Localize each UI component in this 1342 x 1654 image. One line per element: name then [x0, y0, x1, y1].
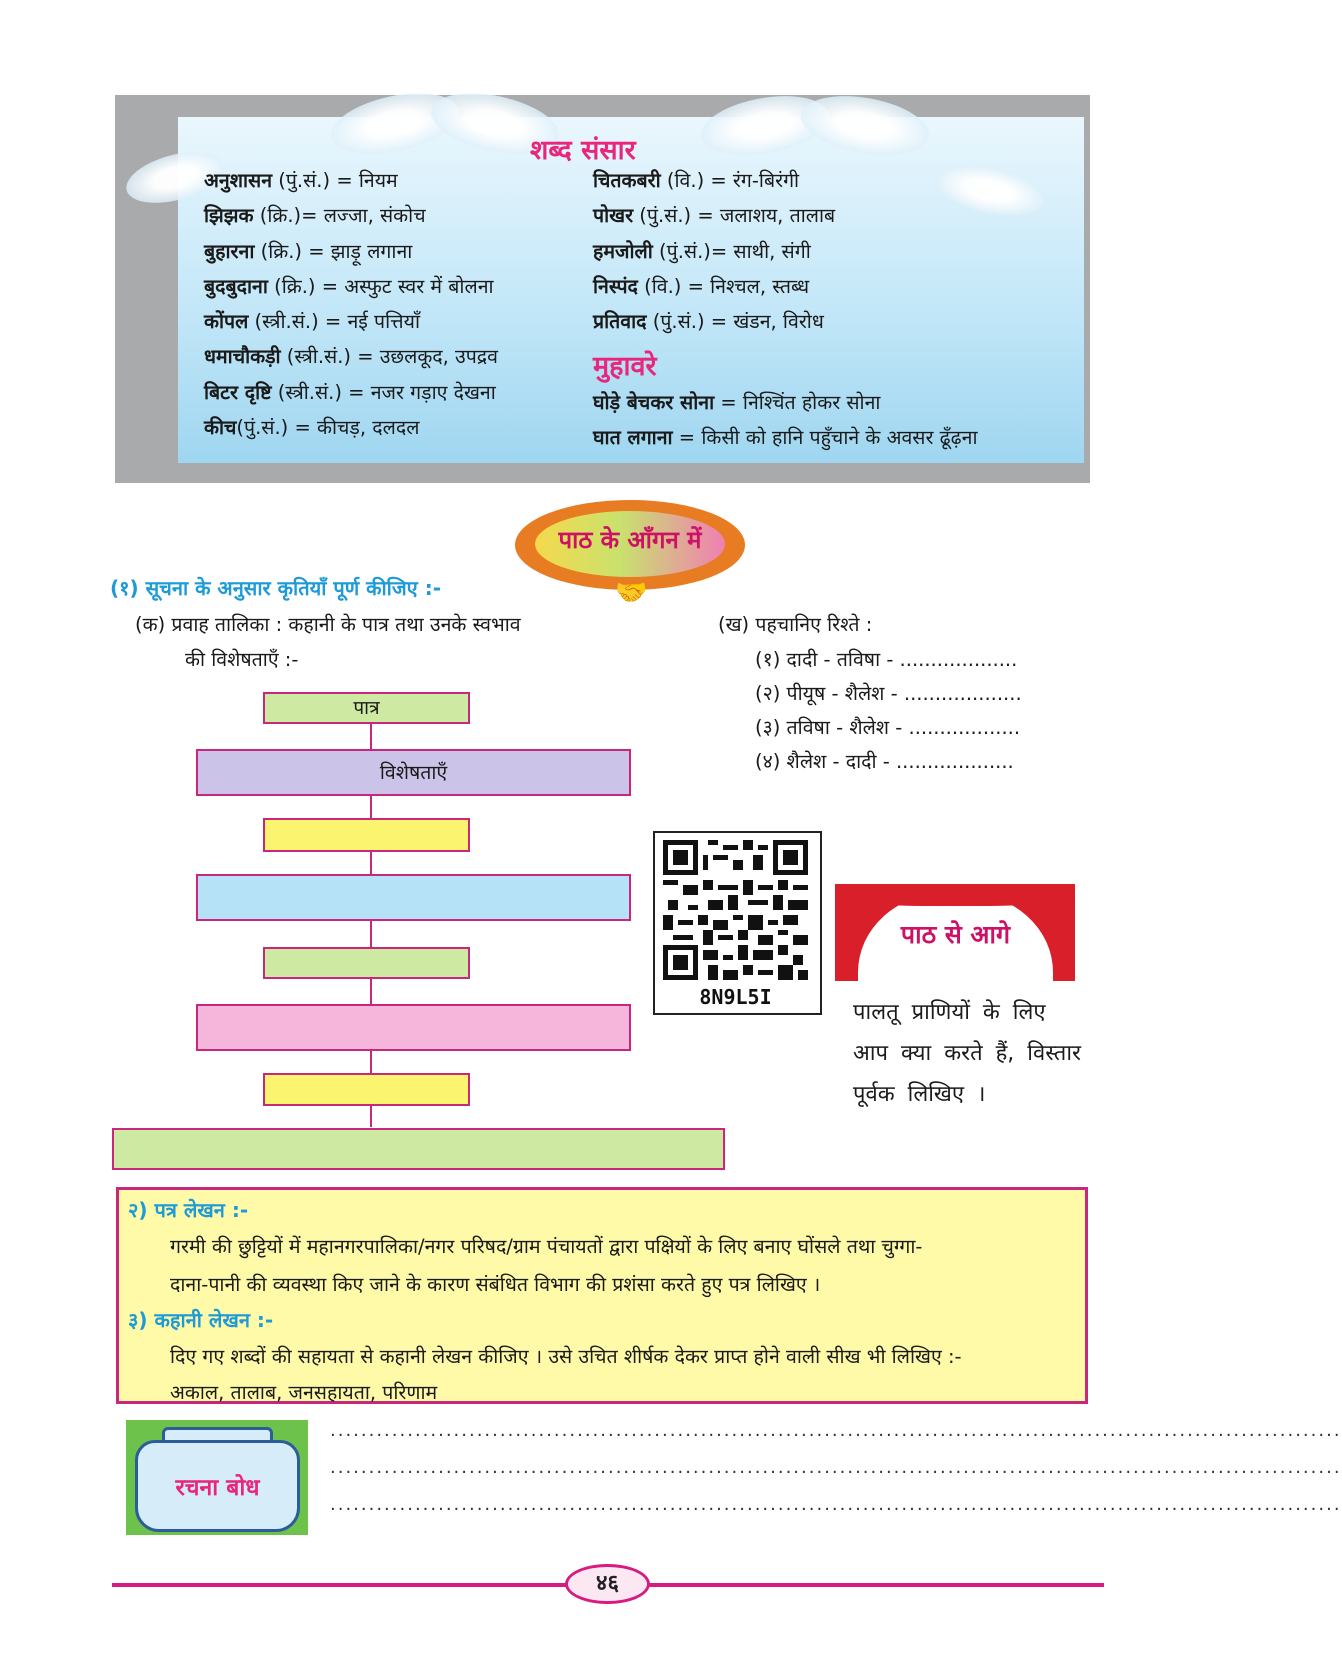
relation-item: (४) शैलेश - दादी - ...................: [755, 750, 1014, 773]
vocab-right-list: [593, 163, 835, 339]
vocab-entry: हमजोली (पुं.सं.)= साथी, संगी: [593, 239, 811, 263]
q2-line2: दाना-पानी की व्यवस्था किए जाने के कारण संबंधित विभाग की प्रशंसा करते हुए पत्र लिखिए ।: [170, 1273, 821, 1296]
answer-line: ...................................................................................................................................: [330, 1494, 1342, 1515]
vocab-entry: बुहारना (क्रि.) = झाड़ू लगाना: [204, 239, 413, 263]
page-number: ४६: [565, 1564, 650, 1604]
stage-prompt-line: पूर्वक लिखिए ।: [853, 1082, 986, 1107]
q3-line2: अकाल, तालाब, जनसहायता, परिणाम: [170, 1381, 438, 1404]
idiom-entry: घात लगाना = किसी को हानि पहुँचाने के अवसर ढूँढ़ना: [593, 426, 978, 450]
relation-item: (३) तविषा - शैलेश - ..................: [755, 716, 1021, 739]
qr-code-icon: [663, 840, 808, 980]
q1-ka-line2: की विशेषताएँ :-: [185, 648, 299, 671]
flow-box-blank: [196, 1004, 631, 1051]
q2-heading: २) पत्र लेखन :-: [128, 1198, 249, 1222]
vocab-entry: पोखर (पुं.सं.) = जलाशय, तालाब: [593, 204, 836, 228]
rachna-bodh-title: रचना बोध: [175, 1475, 260, 1501]
relation-item: (२) पीयूष - शैलेश - ...................: [755, 682, 1022, 705]
flow-box-visheshtaen: विशेषताएँ: [196, 749, 631, 796]
stage-valance: [835, 884, 1075, 906]
vocab-entry: धमाचौकड़ी (स्त्री.सं.) = उछलकूद, उपद्रव: [204, 345, 499, 369]
qr-code-label: 8N9L5I: [699, 985, 772, 1009]
q1-kha-title: (ख) पहचानिए रिश्ते :: [718, 613, 873, 636]
vocab-entry: निस्पंद (वि.) = निश्चल, स्तब्ध: [593, 274, 810, 298]
vocab-entry: बिटर दृष्टि (स्त्री.सं.) = नजर गड़ाए देखना: [204, 380, 496, 404]
q3-heading: ३) कहानी लेखन :-: [128, 1308, 274, 1332]
section-badge-title: पाठ के आँगन में: [558, 526, 702, 554]
flow-box-blank: [263, 818, 470, 852]
vocab-left-list: [204, 163, 498, 445]
vocab-title: शब्द संसार: [530, 135, 636, 166]
flow-box-blank: [112, 1128, 725, 1170]
flow-box-blank: [263, 1073, 470, 1106]
flow-box-blank: [196, 874, 631, 921]
flow-box-patra: पात्र: [263, 692, 470, 724]
vocab-entry: कीच(पुं.सं.) = कीचड़, दलदल: [204, 416, 420, 440]
q2-line1: गरमी की छुट्टियों में महानगरपालिका/नगर परिषद/ग्राम पंचायतों द्वारा पक्षियों के लिए बनाए घोंसले तथा चुग्गा-: [170, 1235, 923, 1258]
vocab-entry: चितकबरी (वि.) = रंग-बिरंगी: [593, 169, 800, 192]
answer-line: ...................................................................................................................................: [330, 1457, 1342, 1478]
q1-heading: (१) सूचना के अनुसार कृतियाँ पूर्ण कीजिए :-: [110, 576, 442, 600]
vocab-entry: झिझक (क्रि.)= लज्जा, संकोच: [204, 204, 426, 228]
vocab-entry: प्रतिवाद (पुं.सं.) = खंडन, विरोध: [593, 310, 824, 334]
idioms-list: [593, 385, 978, 456]
vocab-entry: अनुशासन (पुं.सं.) = नियम: [204, 169, 398, 192]
relation-item: (१) दादी - तविषा - ...................: [755, 648, 1018, 671]
vocab-entry: बुदबुदाना (क्रि.) = अस्फुट स्वर में बोलना: [204, 274, 494, 298]
q3-line1: दिए गए शब्दों की सहायता से कहानी लेखन कीजिए । उसे उचित शीर्षक देकर प्राप्त होने वाली सीख भी लिखिए :-: [170, 1345, 962, 1368]
handshake-icon: 🤝: [615, 578, 648, 608]
stage-prompt: [853, 992, 1081, 1115]
stage-prompt-line: पालतू प्राणियों के लिए: [853, 1000, 1046, 1025]
flow-box-blank: [263, 947, 470, 979]
idiom-entry: घोड़े बेचकर सोना = निश्चिंत होकर सोना: [593, 391, 881, 414]
vocab-entry: कोंपल (स्त्री.सं.) = नई पत्तियाँ: [204, 310, 421, 334]
idioms-title: मुहावरे: [593, 351, 657, 382]
stage-title: पाठ से आगे: [900, 920, 1011, 949]
answer-line: ...................................................................................................................................: [330, 1420, 1342, 1441]
q1-ka-line1: (क) प्रवाह तालिका : कहानी के पात्र तथा उनके स्वभाव: [135, 613, 521, 636]
stage-prompt-line: आप क्या करते हैं, विस्तार: [853, 1041, 1082, 1066]
